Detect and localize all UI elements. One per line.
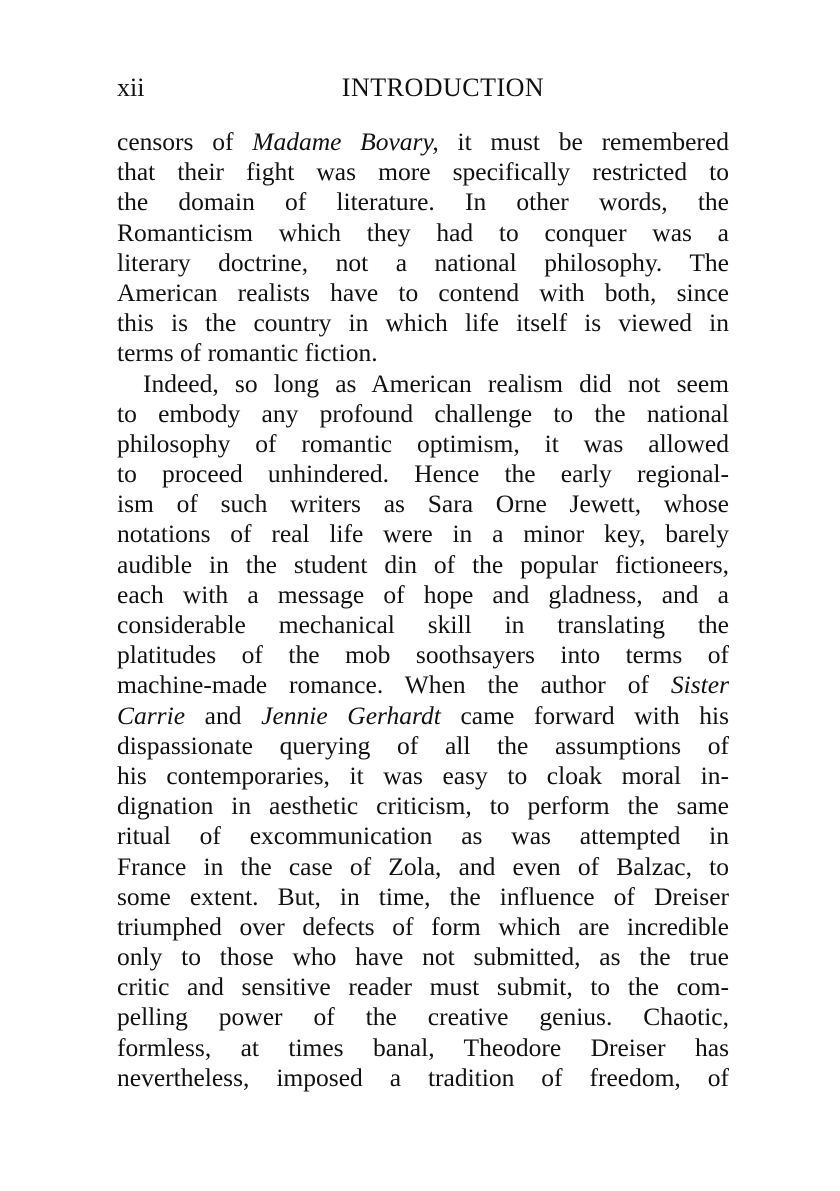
text-line: machine-made romance. When the author of Sister xyxy=(117,670,729,700)
page-number: xii xyxy=(117,73,145,102)
text-line: formless, at times banal, Theodore Dreiser has xyxy=(117,1032,729,1062)
book-title-jennie-gerhardt: Jennie Gerhardt xyxy=(261,700,441,730)
text-line: ism of such writers as Sara Orne Jewett, whose xyxy=(117,489,729,519)
text-line: his contemporaries, it was easy to cloak moral in- xyxy=(117,760,729,790)
text-line: platitudes of the mob soothsayers into terms of xyxy=(117,640,729,670)
running-title: INTRODUCTION xyxy=(341,73,545,102)
text-line: to embody any profound challenge to the national xyxy=(117,398,729,428)
text-line: some extent. But, in time, the influence of Dreiser xyxy=(117,881,729,911)
text-line: literary doctrine, not a national philosophy. The xyxy=(117,247,729,277)
book-title-sister-carrie-cont: Carrie xyxy=(117,700,186,730)
text-line: only to those who have not submitted, as the true xyxy=(117,942,729,972)
text-line: dignation in aesthetic criticism, to perform the same xyxy=(117,791,729,821)
text-line: this is the country in which life itself is viewed in xyxy=(117,308,729,338)
text-line: ritual of excommunication as was attempted in xyxy=(117,821,729,851)
running-head xyxy=(117,70,729,106)
text-line: pelling power of the creative genius. Chaotic, xyxy=(117,1002,729,1032)
text-line: critic and sensitive reader must submit, to the com- xyxy=(117,972,729,1002)
book-title-madame-bovary: Madame Bovary, xyxy=(252,127,439,156)
text-line: nevertheless, imposed a tradition of freedom, of xyxy=(117,1062,729,1092)
text-line: each with a message of hope and gladness, and a xyxy=(117,579,729,609)
text-line: triumphed over defects of form which are incredible xyxy=(117,911,729,941)
text-line: dispassionate querying of all the assumptions of xyxy=(117,730,729,760)
book-title-sister-carrie: Sister xyxy=(670,670,729,700)
text-line: France in the case of Zola, and even of Balzac, to xyxy=(117,851,729,881)
text-line: that their fight was more specifically restricted to xyxy=(117,157,729,187)
text-line: terms of romantic fiction. xyxy=(117,338,378,368)
text-line: Romanticism which they had to conquer was a xyxy=(117,217,729,247)
text-line: the domain of literature. In other words, the xyxy=(117,187,729,217)
body-text xyxy=(117,127,729,1093)
text-line: to proceed unhindered. Hence the early regional- xyxy=(117,459,729,489)
text-line: philosophy of romantic optimism, it was allowed xyxy=(117,428,729,458)
text-line: Carrie and Jennie Gerhardt came forward with his xyxy=(117,700,729,730)
text-line: censors of Madame Bovary, it must be remembered xyxy=(117,127,729,156)
text-line: notations of real life were in a minor key, barely xyxy=(117,519,729,549)
text-line: audible in the student din of the popular fictioneers, xyxy=(117,549,729,579)
text-line: Indeed, so long as American realism did not seem xyxy=(143,368,729,398)
text-line: considerable mechanical skill in translating the xyxy=(117,610,729,639)
text-line: American realists have to contend with both, since xyxy=(117,277,729,307)
